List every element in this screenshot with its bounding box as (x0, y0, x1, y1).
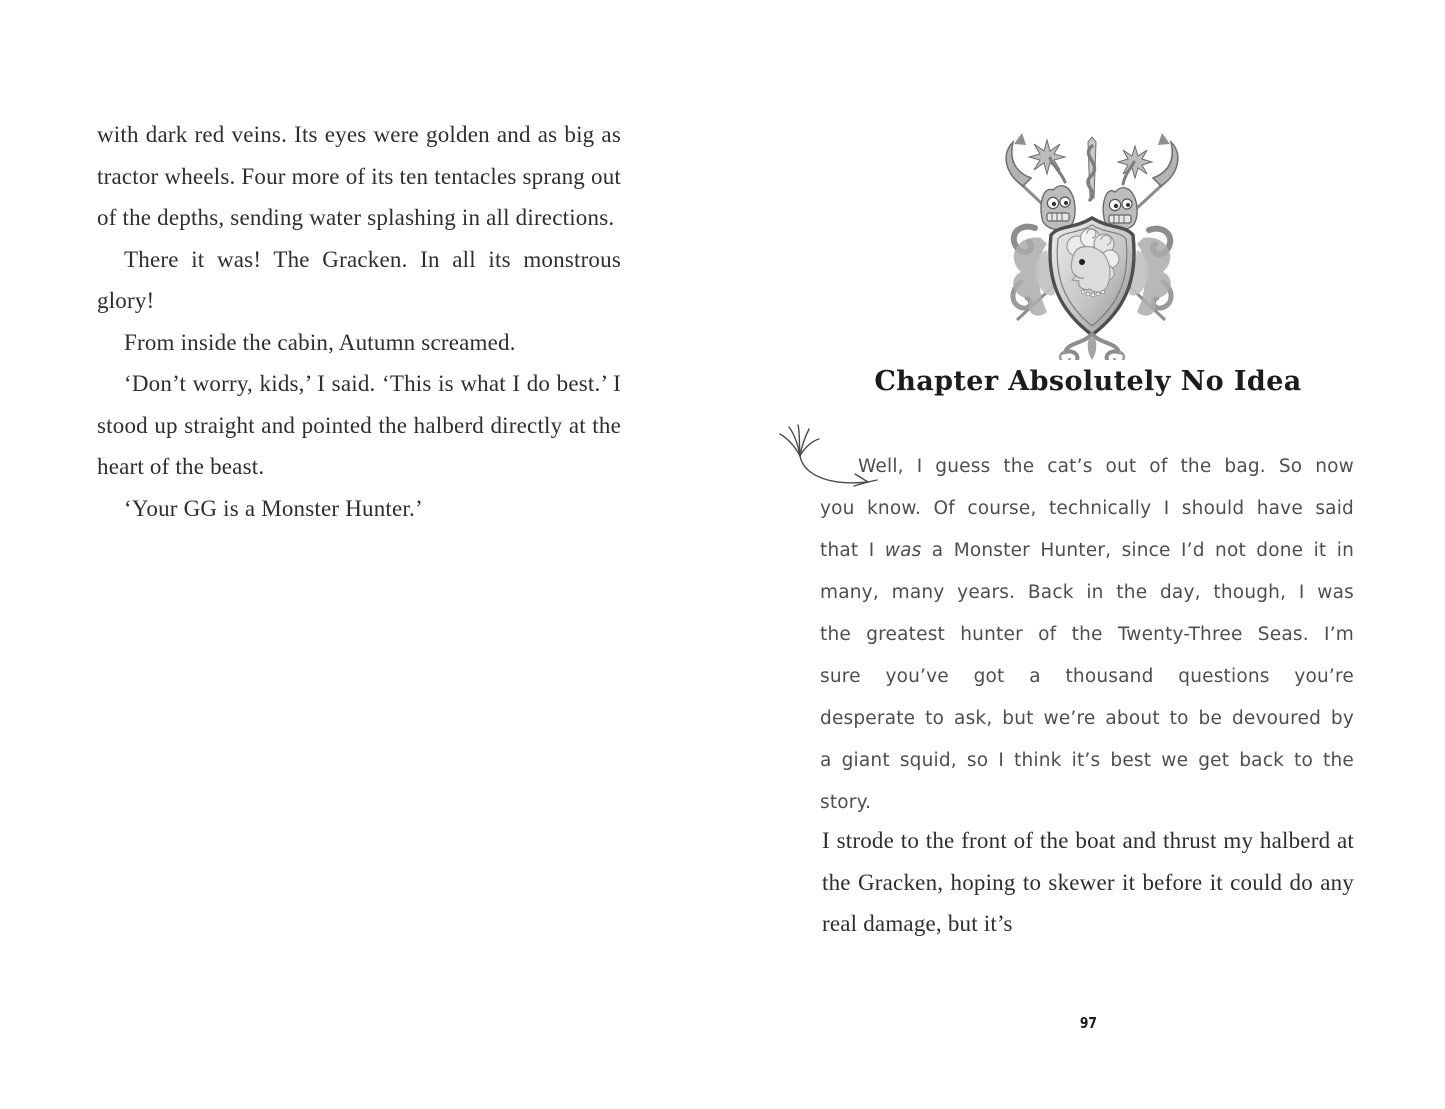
left-page-text (97, 114, 621, 529)
paragraph: ‘Your GG is a Monster Hunter.’ (124, 495, 423, 521)
chapter-title: Chapter Absolutely No Idea (874, 366, 1302, 397)
page-number-value: 97 (1079, 1014, 1097, 1032)
page-number (818, 1014, 1358, 1032)
note-part-1: Well, I guess the cat’s out of the bag. So now you know. Of course, technically I should have said that I (820, 456, 1354, 561)
paragraph: From inside the cabin, Autumn screamed. (124, 329, 516, 355)
paragraph: There it was! The Gracken. In all its monstrous glory! (97, 246, 621, 313)
handwritten-note (820, 446, 1354, 824)
note-text (820, 446, 1354, 824)
note-emphasis: was (884, 540, 922, 561)
family-crest-illustration (973, 132, 1211, 360)
paragraph: with dark red veins. Its eyes were golden and as big as tractor wheels. Four more of its ten tentacles sprang out of the depths, sending water splashing in all directions. (97, 122, 621, 230)
paragraph: ‘Don’t worry, kids,’ I said. ‘This is what I do best.’ I stood up straight and pointed the halberd directly at the heart of the beast. (97, 371, 621, 479)
paragraph: I strode to the front of the boat and thrust my halberd at the Gracken, hoping to skewer it before it could do any real damage, but it’s (822, 828, 1354, 936)
feathered-arrow-icon (776, 422, 894, 500)
right-page-text (822, 820, 1354, 945)
note-part-2: a Monster Hunter, since I’d not done it in many, many years. Back in the day, though, I was the greatest hunter of the Twenty-Three Seas. I’m sure you’ve got a thousand questions you’re desperate to ask, but we’re about to be devoured by a giant squid, so I think it’s best we get back to the story. (820, 540, 1354, 813)
